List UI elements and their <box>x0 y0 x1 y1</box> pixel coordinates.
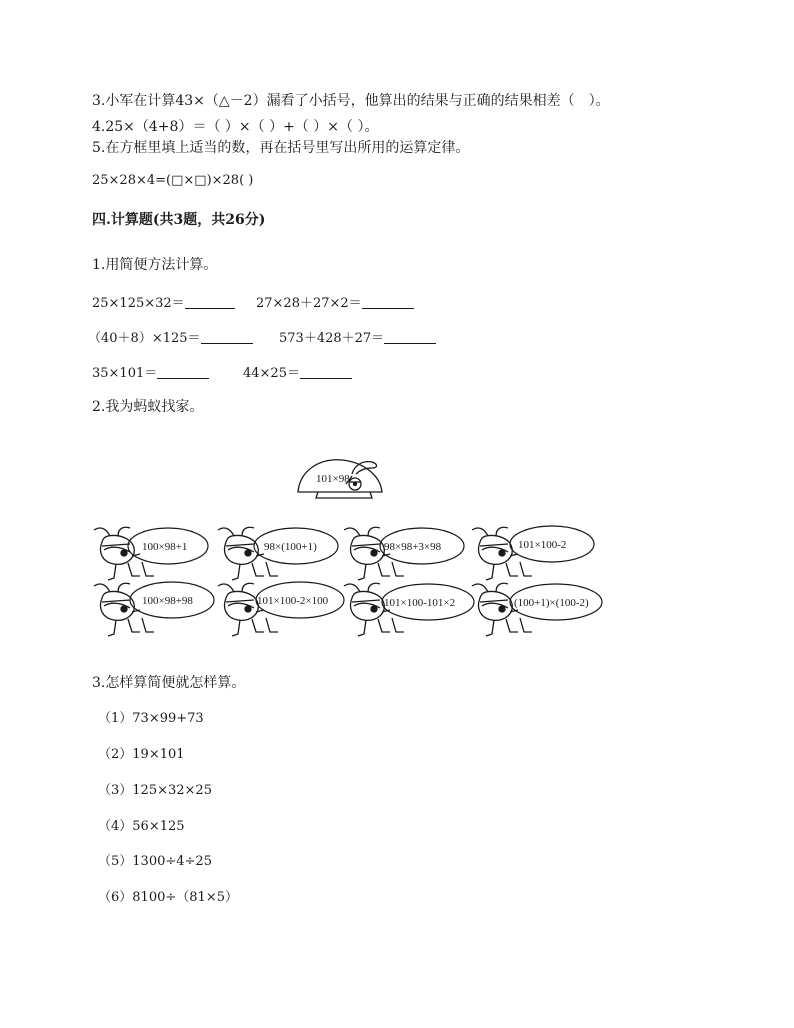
answer-blank[interactable] <box>201 329 253 344</box>
item-expression: 8100÷（81×5） <box>132 890 238 905</box>
ant-expression: 98×(100+1) <box>264 541 317 553</box>
simplify-title: 3.怎样算简便就怎样算。 <box>92 675 246 691</box>
ant-expression: 98×98+3×98 <box>384 541 442 553</box>
answer-blank[interactable] <box>300 364 352 379</box>
calc-item <box>279 329 436 348</box>
simplify-item <box>98 782 212 800</box>
ant[interactable] <box>344 527 464 580</box>
answer-blank[interactable] <box>185 294 235 309</box>
ant-expression: 100×98+1 <box>142 541 188 553</box>
item-number: （4） <box>98 819 133 834</box>
item-number: （3） <box>98 783 133 798</box>
item-expression: 125×32×25 <box>132 783 212 798</box>
calc-item-text: 44×25＝ <box>243 366 300 381</box>
ant-expression: 101×100-2 <box>518 539 567 551</box>
simplify-item <box>98 853 212 871</box>
answer-blank[interactable] <box>362 294 414 309</box>
ant-expression: 100×98+98 <box>142 595 193 607</box>
calc-item <box>92 364 209 383</box>
simplify-item <box>98 746 185 764</box>
ant[interactable] <box>218 527 338 580</box>
item-expression: 73×99+73 <box>132 711 204 726</box>
ant[interactable] <box>472 526 594 580</box>
item-expression: 1300÷4÷25 <box>132 854 212 869</box>
answer-blank[interactable] <box>157 364 209 379</box>
calc-item-text: （40＋8）×125＝ <box>88 331 201 346</box>
question-5-expression: 25×28×4=(□×□)×28( ) <box>92 173 254 188</box>
item-number: （6） <box>98 890 133 905</box>
ant-expression: (100+1)×(100-2) <box>514 597 589 609</box>
ant-expression: 101×100-101×2 <box>384 597 456 609</box>
calc-item-text: 35×101＝ <box>92 366 158 381</box>
calc-item <box>92 294 235 313</box>
house-expression: 101×98 <box>316 473 350 485</box>
calc-item <box>88 329 253 348</box>
simplify-item <box>98 889 238 907</box>
question-4: 4.25×（4+8）＝（ ）×（ ）+（ ）×（ ）。 <box>92 119 379 135</box>
ant[interactable] <box>94 527 208 580</box>
ant[interactable] <box>344 583 474 636</box>
item-number: （1） <box>98 711 133 726</box>
calc-item-text: 27×28＋27×2＝ <box>256 296 362 311</box>
item-expression: 56×125 <box>132 819 185 834</box>
item-number: （5） <box>98 854 133 869</box>
question-3: 3.小军在计算43×（△－2）漏看了小括号，他算出的结果与正确的结果相差（ ）。 <box>92 93 610 109</box>
answer-blank[interactable] <box>384 329 436 344</box>
ant-expression: 101×100-2×100 <box>257 595 329 607</box>
calc-item-text: 573＋428＋27＝ <box>279 331 385 346</box>
ant[interactable] <box>218 582 344 636</box>
ant[interactable] <box>472 583 602 636</box>
calc-item-text: 25×125×32＝ <box>92 296 185 311</box>
calc-item <box>256 294 414 313</box>
section-title: 四.计算题(共3题，共26分) <box>92 212 266 228</box>
simplify-item <box>98 818 185 836</box>
question-5: 5.在方框里填上适当的数，再在括号里写出所用的运算定律。 <box>92 140 470 156</box>
calc-title: 1.用简便方法计算。 <box>92 257 218 273</box>
item-number: （2） <box>98 747 133 762</box>
ant[interactable] <box>94 582 214 636</box>
item-expression: 19×101 <box>132 747 185 762</box>
ant-illustration <box>0 440 794 640</box>
ant-title: 2.我为蚂蚁找家。 <box>92 399 204 415</box>
simplify-item <box>98 710 204 728</box>
calc-item <box>243 364 352 383</box>
